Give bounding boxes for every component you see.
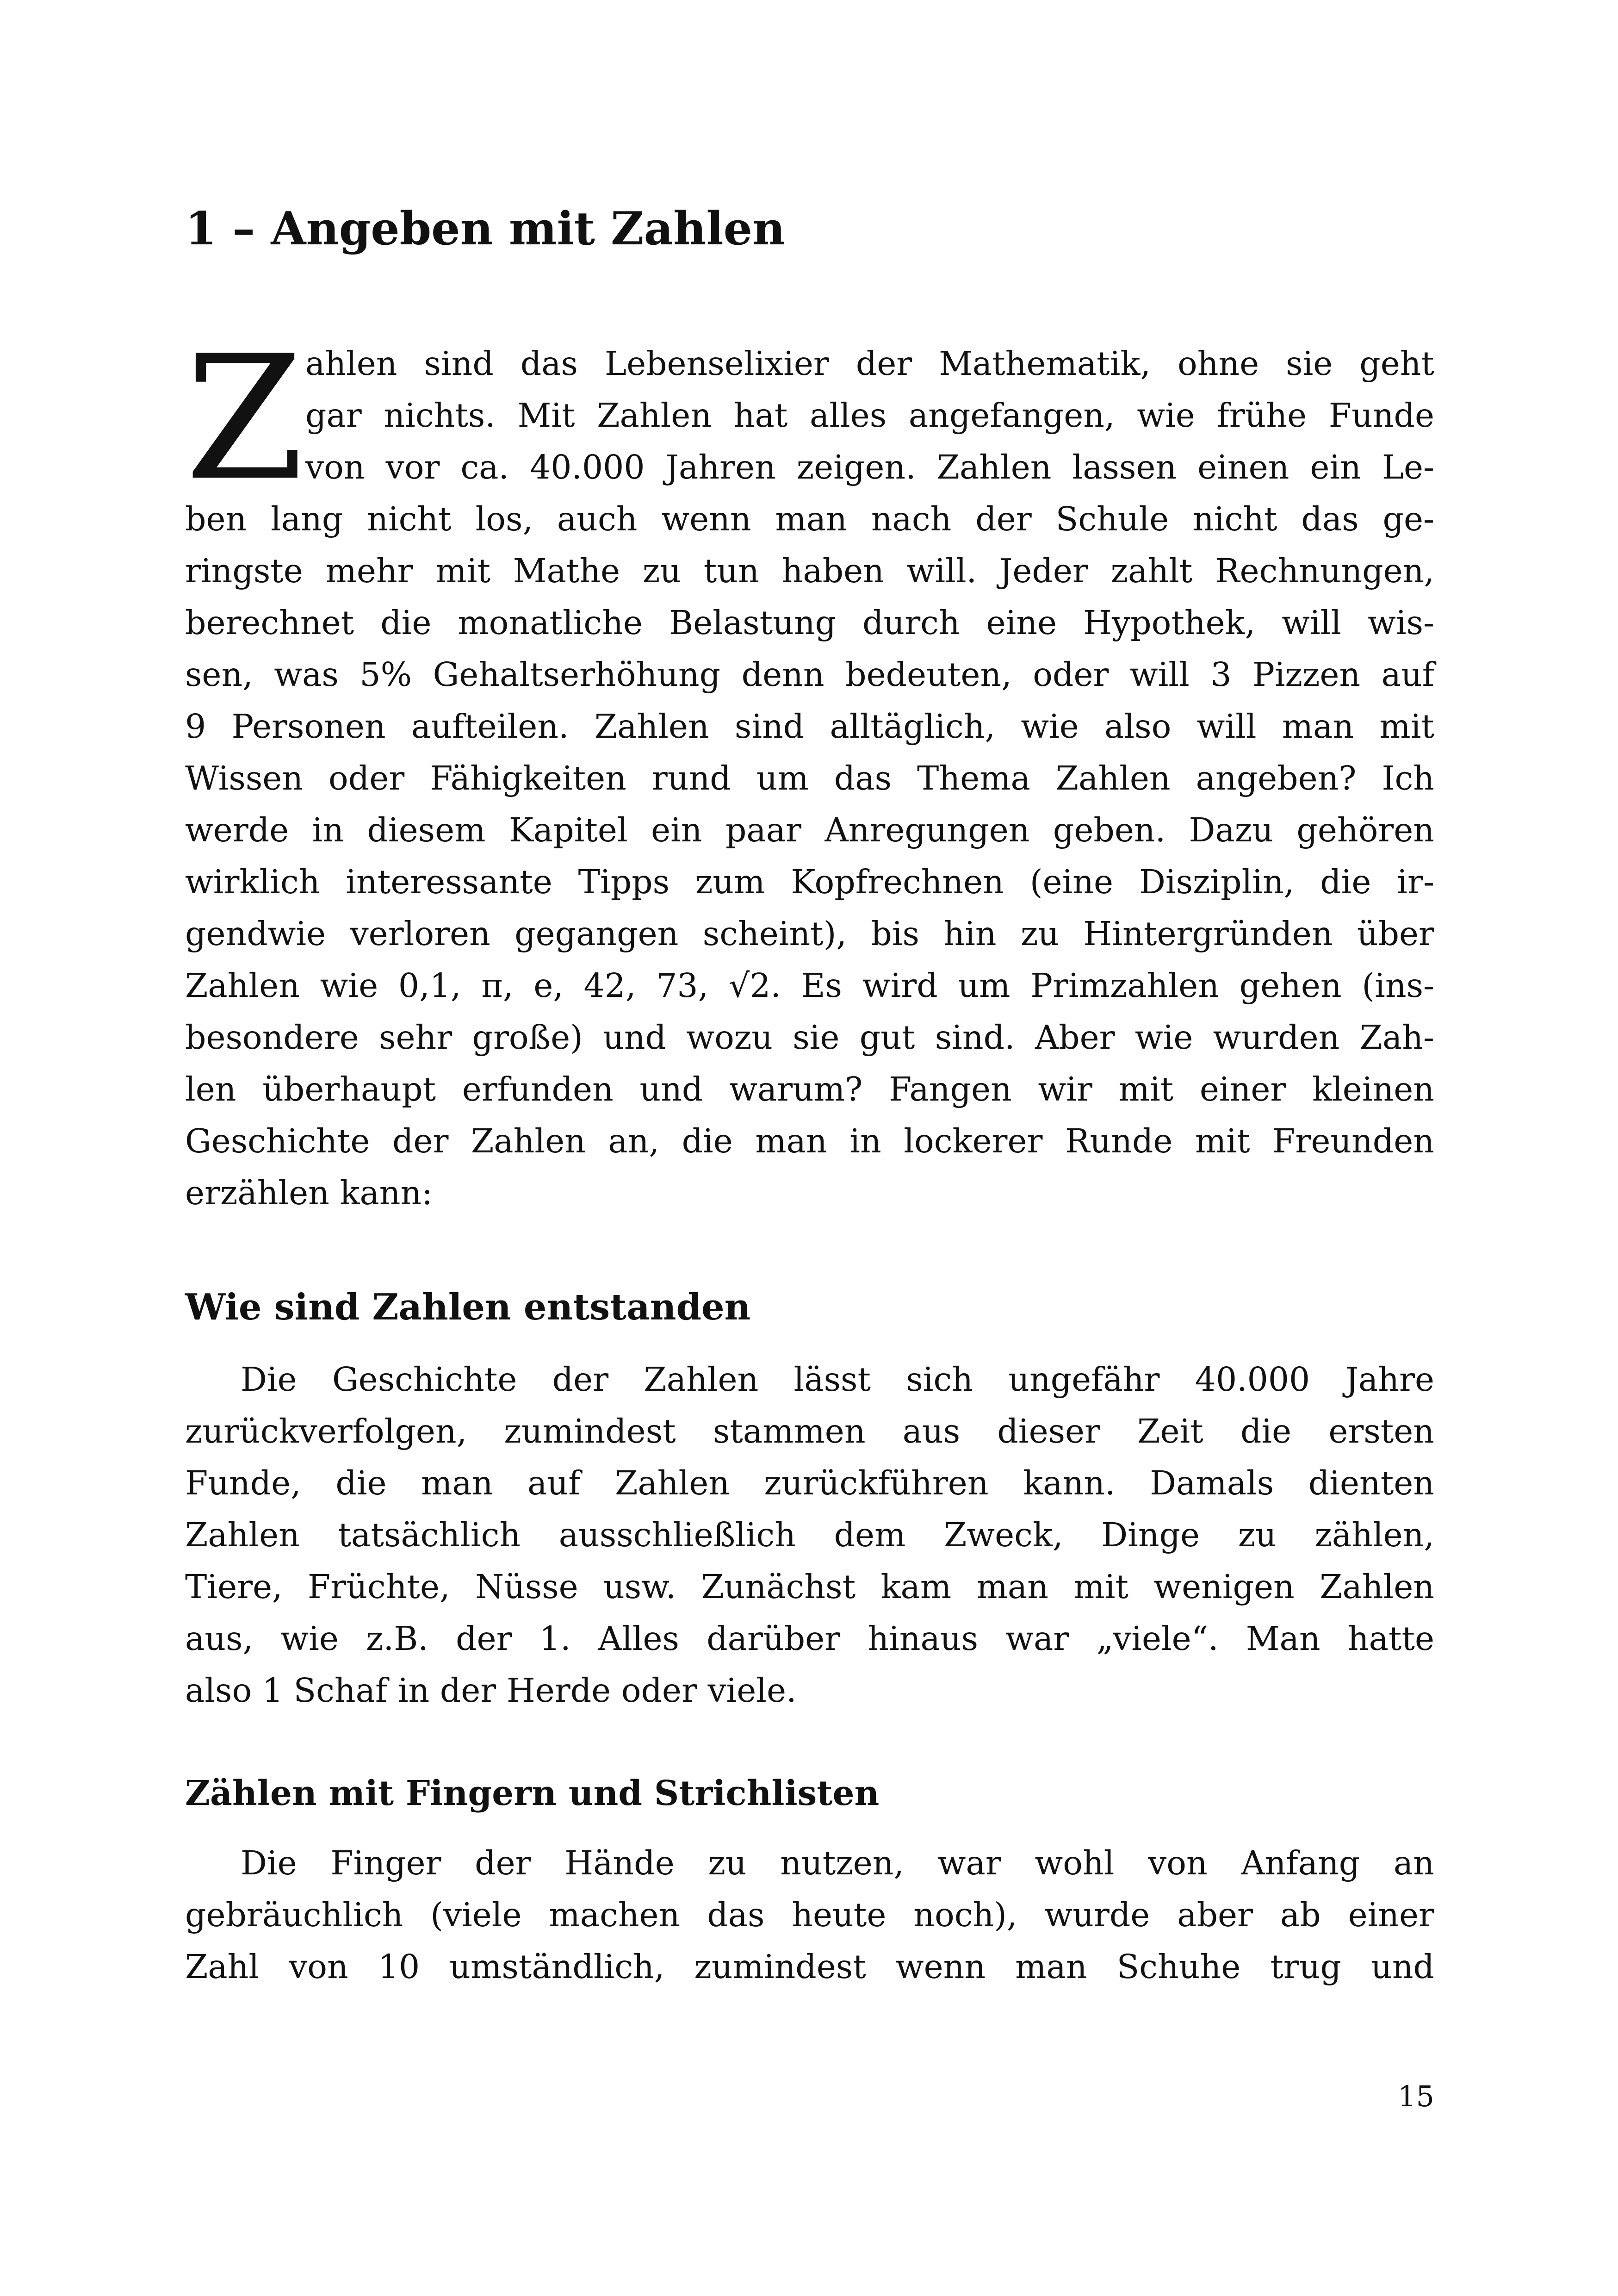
text-line: also 1 Schaf in der Herde oder viele. [185,1671,797,1710]
text-line: gebräuchlich (viele machen das heute noch), wurde aber ab einer [185,1896,1434,1934]
subsection-heading: Zählen mit Fingern und Strichlisten [185,1773,880,1813]
text-line: Zahlen wie 0,1, π, e, 42, 73, √2. Es wird um Primzahlen gehen (ins- [185,966,1434,1005]
text-line: besondere sehr große) und wozu sie gut sind. Aber wie wurden Zah- [185,1018,1434,1057]
text-line: Tiere, Früchte, Nüsse usw. Zunächst kam man mit wenigen Zahlen [185,1568,1434,1606]
book-page [185,0,1434,2296]
chapter-title: 1 – Angeben mit Zahlen [185,202,786,255]
text-line: aus, wie z.B. der 1. Alles darüber hinaus war „viele“. Man hatte [185,1619,1434,1658]
section-paragraph [185,1837,1434,1993]
text-line: sen, was 5% Gehaltserhöhung denn bedeuten, oder will 3 Pizzen auf [185,655,1434,694]
text-line: gendwie verloren gegangen scheint), bis hin zu Hintergründen über [185,915,1434,953]
section-heading: Wie sind Zahlen entstanden [185,1286,751,1328]
text-line: Zahlen tatsächlich ausschließlich dem Zweck, Dinge zu zählen, [185,1516,1434,1554]
intro-paragraph [185,319,1434,1219]
text-line: Funde, die man auf Zahlen zurückführen kann. Damals dienten [185,1464,1434,1502]
text-line: ahlen sind das Lebenselixier der Mathematik, ohne sie geht [305,344,1434,383]
text-line: von vor ca. 40.000 Jahren zeigen. Zahlen lassen einen ein Le- [305,448,1434,486]
text-line: 9 Personen aufteilen. Zahlen sind alltäglich, wie also will man mit [185,707,1434,746]
text-line: wirklich interessante Tipps zum Kopfrechnen (eine Disziplin, die ir- [185,863,1434,901]
text-line: Geschichte der Zahlen an, die man in lockerer Runde mit Freunden [185,1122,1434,1160]
text-line: erzählen kann: [185,1174,433,1212]
text-line: ben lang nicht los, auch wenn man nach der Schule nicht das ge- [185,500,1434,538]
page-number: 15 [1398,2079,1434,2113]
text-line: berechnet die monatliche Belastung durch eine Hypothek, will wis- [185,604,1434,642]
text-line: werde in diesem Kapitel ein paar Anregungen geben. Dazu gehören [185,811,1434,849]
section-paragraph [185,1354,1434,1717]
drop-cap: Z [185,319,304,518]
text-line: zurückverfolgen, zumindest stammen aus dieser Zeit die ersten [185,1412,1434,1450]
text-line: gar nichts. Mit Zahlen hat alles angefangen, wie frühe Funde [305,396,1434,435]
text-line: Zahl von 10 umständlich, zumindest wenn man Schuhe trug und [185,1948,1434,1986]
text-line: len überhaupt erfunden und warum? Fangen wir mit einer kleinen [185,1070,1434,1108]
text-line: Die Geschichte der Zahlen lässt sich ungefähr 40.000 Jahre [241,1360,1434,1399]
text-line: ringste mehr mit Mathe zu tun haben will. Jeder zahlt Rechnungen, [185,552,1434,590]
text-line: Die Finger der Hände zu nutzen, war wohl von Anfang an [241,1844,1434,1882]
text-line: Wissen oder Fähigkeiten rund um das Thema Zahlen angeben? Ich [185,759,1434,797]
